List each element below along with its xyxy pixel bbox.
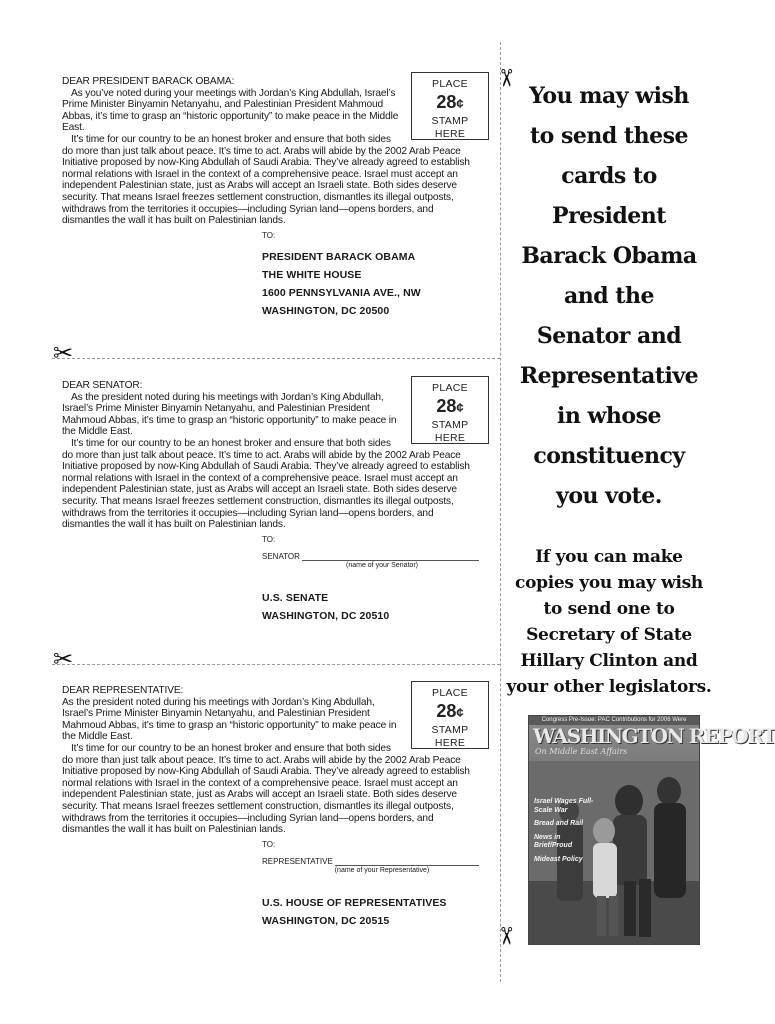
scissors-icon: ✂ (492, 67, 520, 89)
address-line: THE WHITE HOUSE (262, 268, 362, 281)
sidebar-line: Barack Obama (521, 243, 697, 269)
address-block (262, 231, 482, 320)
senator-name-blank[interactable] (262, 552, 482, 561)
stamp-stamp-label: STAMP (431, 724, 469, 736)
postcard-representative (62, 685, 482, 930)
sidebar-line: to send these (530, 123, 688, 149)
salutation: DEAR PRESIDENT BARACK OBAMA: (62, 76, 235, 87)
sidebar-line: copies you may wish (515, 573, 703, 593)
sidebar-line: cards to (561, 163, 657, 189)
stamp-place-label: PLACE (432, 687, 468, 699)
letter-paragraph: As the president noted during his meetings with Jordan’s King Abdullah, Israel’s Prime Minister Binyamin Netanyahu, and Palestinian President Mahmoud Abbas, it’s time to grasp an “historic opportunity” to make peace in the Middle East. (62, 391, 397, 438)
letter-paragraph: As the president noted during his meetings with Jordan’s King Abdullah, Israel’s Prime Minister Binyamin Netanyahu, and Palestinian President Mahmoud Abbas, it’s time to grasp an “historic opportunity” to make peace in the Middle East. (62, 696, 397, 743)
sidebar-line: Senator and (536, 323, 682, 349)
sidebar-line: Representative (519, 363, 699, 389)
magazine-headlines (534, 798, 594, 869)
stamp-here-label: HERE (434, 432, 466, 444)
sidebar-line: to send one to (543, 599, 675, 619)
stamp-place-label: PLACE (432, 382, 468, 394)
sidebar-line: in whose (556, 403, 661, 429)
sidebar-copies-note (506, 544, 712, 700)
representative-name-blank[interactable] (262, 857, 482, 866)
sidebar-line: You may wish (529, 83, 689, 109)
to-label: TO: (262, 230, 276, 240)
letter-paragraph: It’s time for our country to be an honest broker and ensure that both sides do more than just talk about peace. It’s time to act. Arabs will abide by the 2002 Arab Peace Initiative proposed by now-King Abdullah of Saudi Arabia. They’ve already agreed to establish normal relations with Israel in the context of a comprehensive peace. Israel must accept an independent Palestinian state, just as Arabs will accept an Israeli state. Both sides deserve security. That means Israel freezes settlement construction, dismantles its illegal outposts, withdraws from the territories it occupies—including Syrian land—opens borders, and dismantles the wall it has built on Palestinian lands. (62, 437, 470, 531)
address-line: 1600 PENNSYLVANIA AVE., NW (262, 286, 421, 299)
address-line: U.S. HOUSE OF REPRESENTATIVES (262, 896, 447, 909)
letter-paragraph: It’s time for our country to be an honest broker and ensure that both sides do more than just talk about peace. It’s time to act. Arabs will abide by the 2002 Arab Peace Initiative proposed by now-King Abdullah of Saudi Arabia. They’ve already agreed to establish normal relations with Israel in the context of a comprehensive peace. Israel must accept an independent Palestinian state, just as Arabs will accept an Israeli state. Both sides deserve security. That means Israel freezes settlement construction, dismantles its illegal outposts, withdraws from the territories it occupies—including Syrian land—opens borders, and dismantles the wall it has built on Palestinian lands. (62, 742, 470, 836)
horizontal-cut-line (52, 664, 500, 665)
stamp-box (411, 72, 489, 140)
stamp-price: 28¢ (436, 701, 464, 721)
sidebar-line: Secretary of State (526, 625, 692, 645)
blank-label: SENATOR (262, 551, 300, 561)
address-block (262, 535, 482, 625)
stamp-stamp-label: STAMP (431, 419, 469, 431)
address-line: WASHINGTON, DC 20515 (262, 914, 390, 927)
magazine-headline: Mideast Policy (534, 855, 583, 863)
postcard-president (62, 76, 482, 320)
address-line: U.S. SENATE (262, 591, 329, 604)
horizontal-cut-line (52, 358, 500, 359)
salutation: DEAR SENATOR: (62, 380, 143, 391)
to-label: TO: (262, 839, 276, 849)
sidebar-line: constituency (533, 443, 685, 469)
sidebar-instructions (506, 76, 712, 516)
stamp-here-label: HERE (434, 737, 466, 749)
blank-label: REPRESENTATIVE (262, 856, 333, 866)
stamp-box (411, 681, 489, 749)
magazine-title: WASHINGTON REPORT (533, 724, 775, 748)
sidebar-line: Hillary Clinton and (520, 651, 698, 671)
stamp-price: 28¢ (436, 92, 464, 112)
scissors-icon: ✂ (492, 925, 520, 947)
sidebar-line: and the (564, 283, 654, 309)
stamp-box (411, 376, 489, 444)
scissors-icon: ✂ (53, 646, 74, 673)
magazine-banner: Congress Pre-Issue: PAC Contributions for 2006 Were (529, 716, 699, 725)
address-line: WASHINGTON, DC 20510 (262, 609, 390, 622)
address-block (262, 840, 482, 930)
salutation: DEAR REPRESENTATIVE: (62, 685, 184, 696)
magazine-subtitle: On Middle East Affairs (535, 747, 628, 756)
address-line: WASHINGTON, DC 20500 (262, 304, 390, 317)
to-label: TO: (262, 534, 276, 544)
sidebar-line: you vote. (556, 483, 662, 509)
sidebar-line: If you can make (535, 547, 683, 567)
stamp-place-label: PLACE (432, 78, 468, 90)
stamp-here-label: HERE (434, 128, 466, 140)
stamp-stamp-label: STAMP (431, 115, 469, 127)
letter-paragraph: It’s time for our country to be an honest broker and ensure that both sides do more than just talk about peace. It’s time to act. Arabs will abide by the 2002 Arab Peace Initiative proposed by now-King Abdullah of Saudi Arabia. They’ve already agreed to establish normal relations with Israel in the context of a comprehensive peace. Israel must accept an independent Palestinian state, just as Arabs will accept an Israeli state. Both sides deserve security. That means Israel freezes settlement construction, dismantles its illegal outposts, withdraws from the territories it occupies—including Syrian land—opens borders, and dismantles the wall it has built on Palestinian lands. (62, 133, 470, 227)
address-line: PRESIDENT BARACK OBAMA (262, 250, 416, 263)
letter-paragraph: As you’ve noted during your meetings with Jordan’s King Abdullah, Israel’s Prime Minister Binyamin Netanyahu, and Palestinian President Mahmoud Abbas, it’s time to grasp an “historic opportunity” to make peace in the Middle East. (62, 87, 399, 134)
magazine-cover (528, 715, 775, 945)
magazine-headline: Bread and Rail (534, 820, 584, 827)
sidebar-line: your other legislators. (506, 677, 712, 697)
scissors-icon: ✂ (53, 340, 74, 367)
postcard-senator (62, 380, 482, 625)
vertical-cut-line (500, 42, 501, 982)
blank-hint: (name of your Representative) (334, 866, 430, 874)
magazine-headline: News in Brief/Proud (534, 833, 573, 849)
sidebar-line: President (552, 203, 666, 229)
stamp-price: 28¢ (436, 396, 464, 416)
magazine-headline: Israel Wages Full-Scale War (534, 798, 594, 814)
blank-hint: (name of your Senator) (346, 561, 418, 569)
